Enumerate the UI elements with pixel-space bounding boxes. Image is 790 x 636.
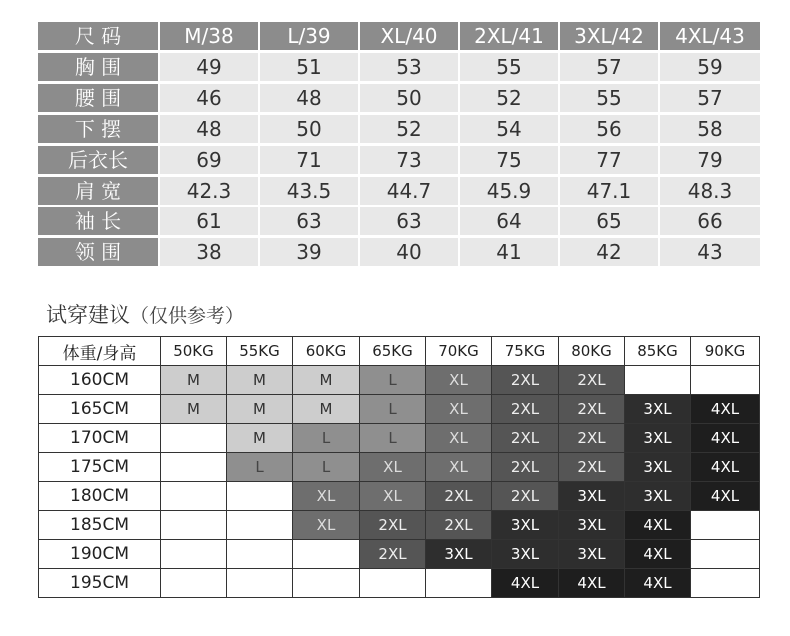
empty-size-cell: [227, 540, 293, 569]
recommended-size-cell: 3XL: [426, 540, 492, 569]
recommended-size-cell: 3XL: [625, 453, 691, 482]
height-row-header: 180CM: [39, 482, 161, 511]
recommended-size-cell: 3XL: [492, 511, 559, 540]
recommended-size-cell: XL: [293, 482, 360, 511]
weight-column-header: 90KG: [691, 337, 760, 366]
recommended-size-cell: 2XL: [492, 395, 559, 424]
empty-size-cell: [691, 366, 760, 395]
empty-size-cell: [161, 453, 227, 482]
measurement-value: 52: [360, 115, 458, 143]
recommended-size-cell: XL: [360, 482, 426, 511]
height-row-header: 175CM: [39, 453, 161, 482]
height-row: [39, 569, 760, 598]
measurement-value: 49: [160, 53, 258, 81]
measurement-label: 腰 围: [38, 84, 158, 112]
measurement-value: 63: [360, 207, 458, 235]
measurement-value: 71: [260, 146, 358, 174]
fit-table-header: [39, 337, 760, 366]
recommended-size-cell: M: [161, 366, 227, 395]
recommended-size-cell: XL: [426, 424, 492, 453]
measurement-value: 59: [660, 53, 760, 81]
measurement-value: 41: [460, 238, 558, 266]
weight-column-header: 65KG: [360, 337, 426, 366]
measurement-value: 57: [560, 53, 658, 81]
recommended-size-cell: L: [360, 395, 426, 424]
measurement-label: 胸 围: [38, 53, 158, 81]
recommended-size-cell: 4XL: [691, 395, 760, 424]
measurement-value: 52: [460, 84, 558, 112]
size-header-cell: M/38: [160, 22, 258, 50]
measurement-value: 66: [660, 207, 760, 235]
measurement-value: 46: [160, 84, 258, 112]
recommended-size-cell: 4XL: [691, 453, 760, 482]
recommended-size-cell: 2XL: [492, 366, 559, 395]
weight-column-header: 80KG: [559, 337, 625, 366]
empty-size-cell: [161, 569, 227, 598]
height-row: [39, 366, 760, 395]
empty-size-cell: [691, 569, 760, 598]
measurement-value: 40: [360, 238, 458, 266]
recommended-size-cell: 4XL: [492, 569, 559, 598]
measurement-value: 77: [560, 146, 658, 174]
measurement-value: 48.3: [660, 177, 760, 205]
empty-size-cell: [426, 569, 492, 598]
recommended-size-cell: 2XL: [559, 366, 625, 395]
size-header-cell: 3XL/42: [560, 22, 658, 50]
measurement-value: 56: [560, 115, 658, 143]
weight-column-header: 50KG: [161, 337, 227, 366]
measurement-value: 54: [460, 115, 558, 143]
recommended-size-cell: 2XL: [492, 482, 559, 511]
empty-size-cell: [227, 482, 293, 511]
recommended-size-cell: 3XL: [625, 395, 691, 424]
measurement-label: 下 摆: [38, 115, 158, 143]
recommended-size-cell: L: [227, 453, 293, 482]
measurement-value: 48: [260, 84, 358, 112]
empty-size-cell: [293, 569, 360, 598]
recommended-size-cell: 2XL: [360, 540, 426, 569]
empty-size-cell: [360, 569, 426, 598]
recommended-size-cell: 2XL: [360, 511, 426, 540]
recommended-size-cell: 4XL: [625, 569, 691, 598]
recommended-size-cell: 3XL: [625, 482, 691, 511]
recommended-size-cell: 2XL: [559, 395, 625, 424]
recommended-size-cell: 3XL: [492, 540, 559, 569]
recommended-size-cell: XL: [426, 453, 492, 482]
recommended-size-cell: M: [227, 395, 293, 424]
height-row: [39, 453, 760, 482]
recommended-size-cell: 3XL: [625, 424, 691, 453]
measurement-value: 51: [260, 53, 358, 81]
recommended-size-cell: L: [293, 424, 360, 453]
measurement-value: 55: [460, 53, 558, 81]
measurement-value: 38: [160, 238, 258, 266]
recommended-size-cell: 4XL: [691, 482, 760, 511]
recommended-size-cell: XL: [360, 453, 426, 482]
height-row: [39, 395, 760, 424]
weight-column-header: 60KG: [293, 337, 360, 366]
recommended-size-cell: 4XL: [625, 511, 691, 540]
weight-column-header: 75KG: [492, 337, 559, 366]
measurement-label: 后衣长: [38, 146, 158, 174]
height-row: [39, 511, 760, 540]
measurement-value: 39: [260, 238, 358, 266]
recommended-size-cell: 2XL: [559, 453, 625, 482]
size-table-row: [38, 146, 760, 174]
height-row-header: 195CM: [39, 569, 161, 598]
recommended-size-cell: 3XL: [559, 540, 625, 569]
fit-advice-heading: [46, 300, 244, 330]
measurement-value: 44.7: [360, 177, 458, 205]
weight-column-header: 85KG: [625, 337, 691, 366]
empty-size-cell: [161, 511, 227, 540]
measurement-value: 43.5: [260, 177, 358, 205]
recommended-size-cell: 2XL: [492, 424, 559, 453]
recommended-size-cell: XL: [426, 395, 492, 424]
recommended-size-cell: XL: [293, 511, 360, 540]
measurement-value: 48: [160, 115, 258, 143]
size-header-cell: L/39: [260, 22, 358, 50]
height-row: [39, 424, 760, 453]
empty-size-cell: [293, 540, 360, 569]
measurement-value: 79: [660, 146, 760, 174]
empty-size-cell: [691, 540, 760, 569]
measurement-value: 42: [560, 238, 658, 266]
empty-size-cell: [161, 540, 227, 569]
measurement-value: 63: [260, 207, 358, 235]
measurement-label: 肩 宽: [38, 177, 158, 205]
fit-recommendation-table: [38, 336, 760, 598]
recommended-size-cell: M: [161, 395, 227, 424]
recommended-size-cell: 2XL: [426, 482, 492, 511]
measurement-label: 袖 长: [38, 207, 158, 235]
fit-table-body: [39, 366, 760, 598]
empty-size-cell: [161, 424, 227, 453]
size-table-header-row: [38, 22, 760, 50]
height-row: [39, 482, 760, 511]
recommended-size-cell: L: [360, 424, 426, 453]
height-row-header: 165CM: [39, 395, 161, 424]
fit-advice-note: （仅供参考）: [130, 305, 245, 327]
measurement-value: 53: [360, 53, 458, 81]
recommended-size-cell: 4XL: [625, 540, 691, 569]
recommended-size-cell: 4XL: [559, 569, 625, 598]
measurement-value: 69: [160, 146, 258, 174]
recommended-size-cell: M: [293, 395, 360, 424]
recommended-size-cell: 3XL: [559, 482, 625, 511]
measurement-value: 64: [460, 207, 558, 235]
measurement-value: 42.3: [160, 177, 258, 205]
measurement-value: 45.9: [460, 177, 558, 205]
measurement-value: 73: [360, 146, 458, 174]
recommended-size-cell: 2XL: [426, 511, 492, 540]
empty-size-cell: [625, 366, 691, 395]
recommended-size-cell: L: [293, 453, 360, 482]
weight-column-header: 55KG: [227, 337, 293, 366]
empty-size-cell: [161, 482, 227, 511]
measurement-label: 领 围: [38, 238, 158, 266]
empty-size-cell: [227, 511, 293, 540]
height-row-header: 160CM: [39, 366, 161, 395]
size-table-row: [38, 53, 760, 81]
recommended-size-cell: 3XL: [559, 511, 625, 540]
recommended-size-cell: M: [227, 424, 293, 453]
measurement-value: 65: [560, 207, 658, 235]
recommended-size-cell: 4XL: [691, 424, 760, 453]
recommended-size-cell: L: [360, 366, 426, 395]
measurement-value: 57: [660, 84, 760, 112]
recommended-size-cell: XL: [426, 366, 492, 395]
measurement-value: 50: [360, 84, 458, 112]
fit-advice-title: 试穿建议: [46, 303, 130, 327]
size-header-cell: 4XL/43: [660, 22, 760, 50]
size-chart-table: [38, 22, 760, 269]
measurement-value: 61: [160, 207, 258, 235]
measurement-value: 50: [260, 115, 358, 143]
size-table-row: [38, 115, 760, 143]
size-header-cell: XL/40: [360, 22, 458, 50]
measurement-value: 43: [660, 238, 760, 266]
size-table-row: [38, 238, 760, 266]
measurement-value: 47.1: [560, 177, 658, 205]
weight-height-corner-label: 体重/身高: [39, 337, 161, 366]
height-row-header: 170CM: [39, 424, 161, 453]
recommended-size-cell: M: [227, 366, 293, 395]
size-header-cell: 2XL/41: [460, 22, 558, 50]
measurement-value: 75: [460, 146, 558, 174]
size-table-row: [38, 177, 760, 205]
size-table-row: [38, 207, 760, 235]
height-row-header: 185CM: [39, 511, 161, 540]
weight-column-header: 70KG: [426, 337, 492, 366]
size-table-row: [38, 84, 760, 112]
empty-size-cell: [227, 569, 293, 598]
height-row: [39, 540, 760, 569]
measurement-value: 55: [560, 84, 658, 112]
measurement-value: 58: [660, 115, 760, 143]
empty-size-cell: [691, 511, 760, 540]
recommended-size-cell: 2XL: [559, 424, 625, 453]
size-header-label: 尺 码: [38, 22, 158, 50]
recommended-size-cell: 2XL: [492, 453, 559, 482]
height-row-header: 190CM: [39, 540, 161, 569]
recommended-size-cell: M: [293, 366, 360, 395]
